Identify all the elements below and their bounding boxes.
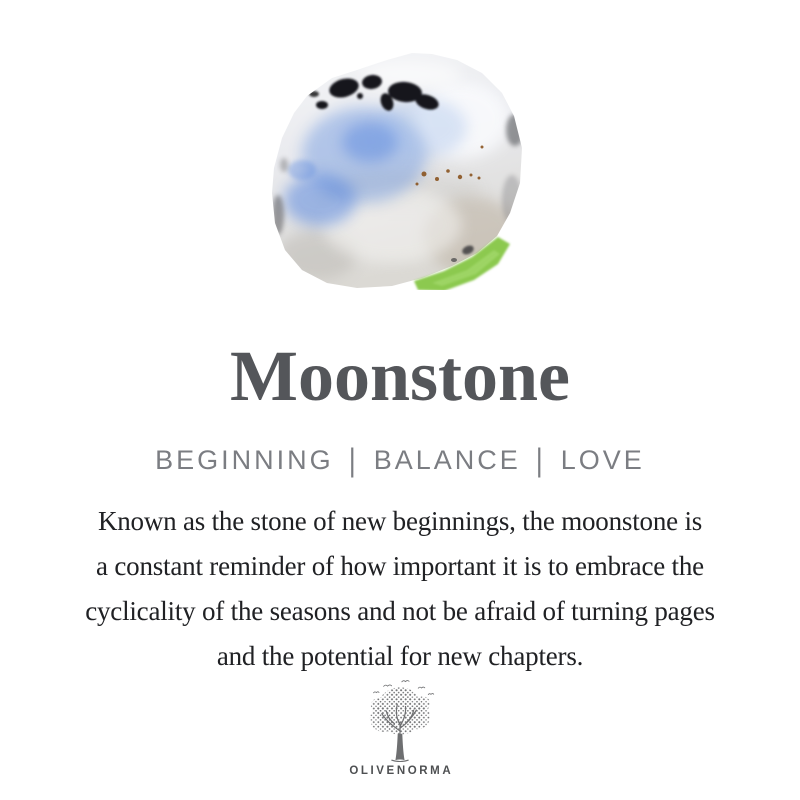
- moonstone-photo: [272, 50, 524, 290]
- description-line: and the potential for new chapters.: [216, 641, 584, 671]
- description-line: a constant reminder of how important it is to embrace the: [96, 551, 704, 581]
- keyword-balance: BALANCE: [373, 445, 521, 475]
- separator-bar: |: [535, 442, 546, 478]
- brand-name: OLIVENORMA: [349, 765, 454, 777]
- separator-bar: |: [348, 442, 359, 478]
- description-line: Known as the stone of new beginnings, the moonstone is: [97, 506, 703, 536]
- keyword-beginning: BEGINNING: [155, 445, 334, 475]
- moonstone-illustration: [272, 50, 524, 290]
- brand-logo: [0, 680, 800, 777]
- description-paragraph: [5, 499, 795, 679]
- tree-with-birds-icon: [356, 680, 444, 762]
- description-line: cyclicality of the seasons and not be afraid of turning pages: [85, 596, 715, 626]
- keyword-love: LOVE: [560, 445, 645, 475]
- page-title: Moonstone: [230, 336, 570, 416]
- keyword-subtitle: [0, 441, 800, 479]
